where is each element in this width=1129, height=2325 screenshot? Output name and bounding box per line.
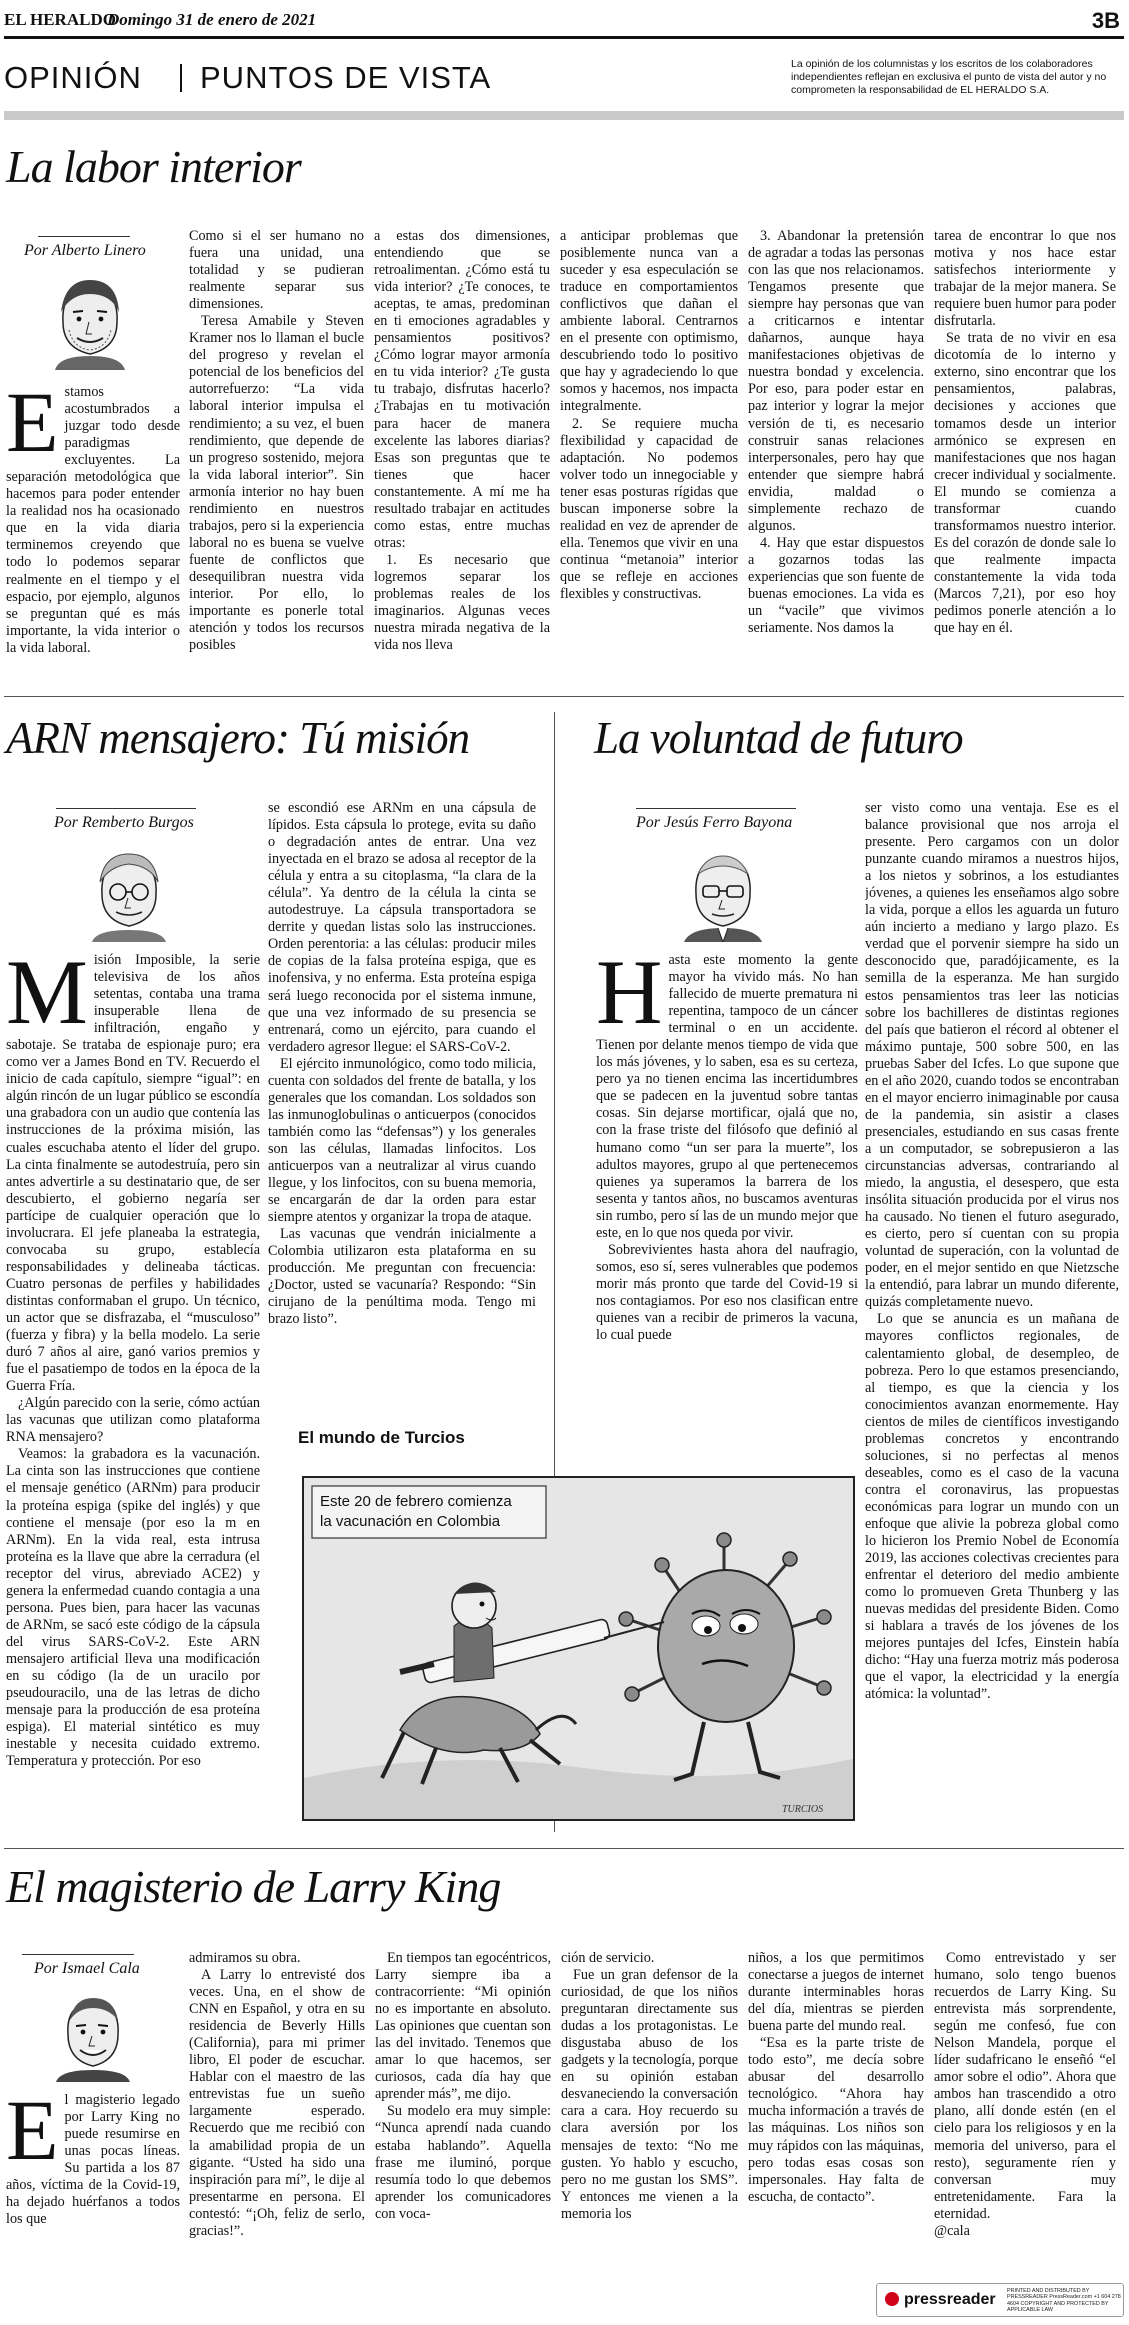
article-column xyxy=(6,952,260,1834)
article-separator xyxy=(4,696,1124,697)
paragraph: tarea de encontrar lo que nos motiva y nos hace estar satisfechos interiormente y trabajar de la mejor manera. Se requiere buen humor para poder disfrutarla. xyxy=(934,228,1116,330)
paragraph: 4. Hay que estar dispuestos a gozarnos todas las experiencias que son fuente de buenas emociones. La vida es un “vacile” que vivimos seriamente. Nos damos la xyxy=(748,534,924,637)
author-portrait-cala xyxy=(46,1990,140,2082)
masthead xyxy=(4,10,1124,34)
masthead-rule xyxy=(4,36,1124,39)
article-column xyxy=(6,384,180,684)
paragraph: Las vacunas que vendrán inicialmente a Colombia utilizaron esta plataforma en su producción. Me preguntan con frecuencia: ¿Doctor, usted se vacunaría? Respondo: “Sin cirujano de la penúltima moda. Tengo mi brazo listo”. xyxy=(268,1226,536,1328)
paragraph: Se trata de no vivir en esa dicotomía de lo interno y externo, sino encontrar que los pensamientos, palabras, decisiones y acciones que tomamos desde un interior armónico se expresen en manifestaciones que nos hagan crecer individual y socialmente. El mundo se comienza a transformar cuando transformamos nuestro interior. Es del corazón de donde sale lo que realmente impacta constantemente la vida toda (Marcos 7,21), por eso hoy pedimos ponerle atención a lo que hay en él. xyxy=(934,330,1116,637)
paragraph: asta este momento la gente mayor ha vivido más. No han fallecido de muerte prematura ni repentina, tampoco de un cáncer terminal o en un accidente. Tienen por delante menos tiempo de vida que los más jóvenes, y lo saben, esa es su certeza, pero ya no tienen encima las incertidumbres que se padecen en la juventud sobre tantas cosas. Sin dejarse mortificar, ojalá que no, con la frase triste del filósofo que definió al humano como “un ser para la muerte”, los adultos mayores, grupo al que pertenecemos quienes ya superamos la barrera de los sesenta y tantos años, no buscamos aventuras sin rumbo, pero sí las de un mundo mejor que este, en lo que nos queda por vivir. xyxy=(596,952,858,1241)
pressreader-icon xyxy=(885,2292,899,2306)
paragraph: se escondió ese ARNm en una cápsula de lípidos. Esta cápsula lo protege, evita su daño o degradación antes de entrar. Una vez inyectada en el brazo se adosa al receptor de la célula y entra a su citoplasma, “la clara de la célula”. Ya dentro de la célula la cinta se autodestruye. La cápsula transportadora se derrite y quedan listas solo las instrucciones. Orden perentoria: a las células: producir miles de copias de la falsa proteína espiga, que es inofensiva, y no enferma. Esta proteína espiga será luego reconocida por el sistema inmune, que una vez informado de su presencia se entrenará, como un ejército, para cuando el verdadero agresor llegue: el SARS-CoV-2. xyxy=(268,800,536,1055)
paragraph: 2. Se requiere mucha flexibilidad y capacidad de adaptación. No podemos volver todo un innegociable y tener esas posturas rígidas que buscan imponerse sobre la realidad en vez de aprender de ella. Tenemos que vivir en una continua “metanoia” interior que se refleje en acciones flexibles y constructivas. xyxy=(560,415,738,602)
section-header xyxy=(4,58,1124,98)
section-puntos-de-vista: PUNTOS DE VISTA xyxy=(200,60,492,95)
author-handle: @cala xyxy=(934,2222,970,2239)
paragraph: Lo que se anuncia es un mañana de mayores conflictos regionales, de calentamiento global, de desempleo, de pobreza. Pero lo que estamos presenciando, al tiempo, es que la ciencia y los conocimientos avanzan enormemente. Hay cientos de miles de científicos investigando problemas concretos y encontrando soluciones, si no perfectas al menos deseables, como es el caso de la vacuna contra el coronavirus, las propuestas económicas para lograr un mundo con un enfoque que alivie la pobreza global como lo hicieron los Premio Nobel de Economía 2019, las acciones colectivas crecientes para enfrentar el deterioro del medio ambiente como lo promueven Greta Thunberg y las nuevas medidas del presidente Biden. Como si hablara a través de los jóvenes de los mejores puntajes del Icfes, Einstein había dicho: “Hay una fuerza motriz más poderosa que el vapor, la electricidad y la energía atómica: la voluntad”. xyxy=(865,1311,1119,1703)
byline-rule xyxy=(636,808,796,809)
author-portrait-burgos xyxy=(82,846,176,942)
headline-voluntad-futuro: La voluntad de futuro xyxy=(594,713,963,763)
paragraph: Como si el ser humano no fuera una unidad, una totalidad y se pudieran realmente separar sus dimensiones. xyxy=(189,228,364,313)
paragraph: Fue un gran defensor de la curiosidad, de que los niños preguntaran directamente sus dudas a los protagonistas. Le disgustaba abuso de los gadgets y la tecnología, porque en su opinión estaban desvaneciendo la conversación cara a cara. Hoy recuerdo su clara aversión por los mensajes de texto: “No me gusten. Yo hablo y escucho, pero no me gustan los SMS”. Y entonces me vienen a la memoria los xyxy=(561,1967,738,2222)
section-band xyxy=(4,111,1124,120)
author-portrait-ferro xyxy=(676,846,770,942)
article-column xyxy=(560,228,738,684)
pressreader-badge xyxy=(876,2283,1124,2317)
drop-cap: M xyxy=(6,952,88,1043)
paragraph: 3. Abandonar la pretensión de agradar a todas las personas con las que nos relacionamos. Tengamos presente que siempre hay personas que van a criticarnos e intentar dañarnos, aunque haya manifestaciones objetivas de nuestra bondad y excelencia. Por eso, para poder estar en paz interior y lograr la mejor versión de ti, es necesario construir sanas relaciones interpersonales, pero hay que entender que siempre habrá envidia, maldad o simplemente rechazo de algunos. xyxy=(748,228,924,534)
section-opinion: OPINIÓN xyxy=(4,60,142,95)
cartoon-illustration xyxy=(304,1478,855,1821)
article-column xyxy=(934,1950,1116,2276)
drop-cap: E xyxy=(6,2092,59,2178)
author-portrait-linero xyxy=(45,272,135,370)
cartoon-title: El mundo de Turcios xyxy=(298,1428,465,1447)
paragraph: “Esa es la parte triste de todo esto”, me decía sobre abusar del desarrollo tecnológico. “Ahora hay mucha información a través de las máquinas. Los niños son muy rápidos con las máquinas, pero todas esas cosas son impersonales. Hay falta de escucha, de contacto”. xyxy=(748,2035,924,2205)
cartoon-caption-line1: Este 20 de febrero comienza xyxy=(320,1493,512,1510)
article-column xyxy=(6,2092,180,2288)
pressreader-copyright: PRINTED AND DISTRIBUTED BY PRESSREADER PressReader.com +1 604 278 4604 COPYRIGHT AND PROTECTED BY APPLICABLE LAW xyxy=(1007,2288,1121,2314)
byline-cala: Por Ismael Cala xyxy=(34,1960,140,1977)
article-column xyxy=(748,1950,924,2276)
byline-burgos: Por Remberto Burgos xyxy=(54,814,194,831)
paragraph: 1. Es necesario que logremos separar los problemas reales de los imaginarios. Algunas veces nuestra mirada negativa de la vida nos lleva xyxy=(374,551,550,654)
paragraph: ¿Algún parecido con la serie, cómo actúan las vacunas que utilizan como plataforma RNA mensajero? xyxy=(6,1395,260,1446)
article-column xyxy=(189,228,364,684)
article-column xyxy=(596,952,858,1408)
headline-arn-mensajero: ARN mensajero: Tú misión xyxy=(6,713,470,763)
paragraph: ser visto como una ventaja. Ese es el balance provisional que nos arroja el presente. Pero cargamos con un dolor punzante cuando miramos a nuestros hijos, a los nietos y sobrinos, a los estudiantes jóvenes, a quienes les enseñamos algo sobre la vida, porque a ellos les aguarda un futuro aún incierto a mediano y largo plazo. Es verdad que el porvenir siempre ha sido un desconocido que, paradójicamente, es la semilla de la esperanza. Me han surgido estos pensamientos tras leer las noticias sobre los bachilleres de distintas regiones del país que batieron el récord al obtener el máximo puntaje, 500 sobre 500, en las pruebas Saber del Icfes. Lo que supone que en el año 2020, cuando todos se encontraban en el mayor encierro inimaginable por causa de la pandemia, sin asistir a clases presenciales, estudiando en sus casas frente a un computador, se sobrepusieron a las circunstancias adversas, contrariando al miedo, la angustia, el desespero, que esta insólita situación producida por el virus nos ha causado. No tienen el futuro asegurado, es cierto, pero sí cuentan con su propia voluntad de superación, con la voluntad de poder, en el mejor sentido en que Nietzsche la entendió, para labrar un mundo diferente, quizás completamente nuevo. xyxy=(865,800,1119,1311)
page-number: 3B xyxy=(1091,8,1120,33)
paragraph: stamos acostumbrados a juzgar todo desde paradigmas excluyentes. La separación metodológica que hacemos para poder entender la realidad nos ha ocasionado que en la vida diaria terminemos creyendo que todo lo podemos separar realmente en el tiempo y el espacio, por ejemplo, algunos se preguntan qué es más importante, la vida interior o la vida laboral. xyxy=(6,384,180,656)
article-column xyxy=(748,228,924,684)
article-column xyxy=(934,228,1116,684)
byline-ferro: Por Jesús Ferro Bayona xyxy=(636,814,793,831)
paragraph: isión Imposible, la serie televisiva de los años setentas, contaba una trama insuperable llena de infiltración, engaño y sabotaje. Se trataba de espionaje puro; era como ver a James Bond en TV. Recuerdo el inicio de cada capítulo, siempre “igual”: en algún rincón de un lugar público se escondía una grabadora con un audio que contenía las instrucciones de la próxima misión, las cuales escuchaba atento el líder del grupo. La cinta finalmente se autodestruía, pero sin antes advertirle a su destinatario que, de ser descubierto, el gobierno negaría ser partícipe de cualquier operación que lo involucrara. El jefe planeaba la estrategia, convocaba su grupo, establecía responsabilidades y delineaba tácticas. Cuatro personas de perfiles y habilidades distintas conformaban el grupo. Un técnico, un actor que se disfrazaba, el “musculoso” (fuerza y fibra) y la bella modelo. La serie duró 7 años al aire, ganó varios premios y fue el pasatiempo de todos en la época de la Guerra Fría. xyxy=(6,952,260,1395)
section-disclaimer: La opinión de los columnistas y los escritos de los colaboradores independientes reflejan en exclusiva el punto de vista del autor y no comprometen la responsabilidad de EL HERALDO S.A. xyxy=(791,58,1107,96)
paragraph: l magisterio legado por Larry King no puede resumirse en unas pocas líneas. Su partida a los 87 años, víctima de la Covid-19, ha dejado huérfanos a todos los que xyxy=(6,2092,180,2228)
article-column xyxy=(375,1950,551,2286)
section-divider xyxy=(180,64,182,92)
pressreader-name: pressreader xyxy=(904,2291,996,2308)
paragraph: Sobrevivientes hasta ahora del naufragio, somos, eso sí, seres vulnerables que podemos morir más pronto que tarde del Covid-19 si nos contagiamos. Por eso nos clasifican entre quienes van a recibir de primeros la vacuna, lo cual puede xyxy=(596,1241,858,1344)
paragraph: admiramos su obra. xyxy=(189,1950,301,1966)
article-column xyxy=(189,1950,365,2286)
article-separator xyxy=(4,1848,1124,1849)
paragraph: A Larry lo entrevisté dos veces. Una, en el show de CNN en Español, y otra en su residencia de Beverly Hills (California), para mi primer libro, El poder de escuchar. Hablar con el maestro de las entrevistas fue un sueño largamente esperado. Recuerdo que me recibió con la amabilidad propia de un gigante. “Usted ha sido una inspiración para mí”, le dije al presentarme en persona. El contestó: “¡Oh, feliz de serlo, gracias!”. xyxy=(189,1967,365,2239)
cartoon-signature: TURCIOS xyxy=(782,1804,824,1815)
article-column xyxy=(561,1950,738,2286)
paragraph: En tiempos tan egocéntricos, Larry siempre iba a contracorriente: “Mi opinión no es importante en absoluto. Las opiniones que cuentan son las del invitado. Tenemos que amar lo que hacemos, ser curiosos, cada día hay que aprender más”, me dijo. xyxy=(375,1950,551,2103)
headline-larry-king: El magisterio de Larry King xyxy=(6,1861,501,1912)
drop-cap: E xyxy=(6,384,59,470)
article-column xyxy=(268,800,536,1412)
paragraph: Veamos: la grabadora es la vacunación. La cinta son las instrucciones que contiene el mensaje genético (ARNm) para producir la proteína espiga (spike del inglés) y que contiene el mensaje (por eso la m en ARNm). En la vida real, esta intrusa proteína es la llave que abre la cerradura (el receptor del virus, abreviado ACE2) y genera la enfermedad cuando contagia a una persona. Pues bien, para hacer las vacunas de ARNm, se sacó este código de la cápsula del virus SARS-CoV-2. Este ARN mensajero artificial lleva una modificación en su código (la de un uracilo por pseudouracilo, una de las letras de dicho mensaje para la producción de esa proteína espiga). El material sintético es muy inestable y necesita cuidado extremo. Temperatura y protección. Por eso xyxy=(6,1446,260,1770)
paragraph: ción de servicio. xyxy=(561,1950,655,1966)
byline-linero: Por Alberto Linero xyxy=(24,242,146,259)
paragraph: a estas dos dimensiones, entendiendo que se retroalimentan. ¿Cómo está tu vida interior? ¿Te conoces, te aceptas, te amas, predominan en ti emociones agradables y pensamientos positivos? ¿Cómo lograr mayor armonía en tu vida interior? ¿Te gusta tu trabajo, disfrutas hacerlo? ¿Trabajas en tu motivación para hacer de manera excelente las labores diarias? Esas son preguntas que te tienes que hacer constantemente. A mí me ha resultado trabajar en actitudes como estas, entre muchas otras: xyxy=(374,228,550,551)
cartoon-caption-line2: la vacunación en Colombia xyxy=(320,1513,501,1530)
issue-date: Domingo 31 de enero de 2021 xyxy=(107,10,317,29)
paragraph: Su modelo era muy simple: “Nunca aprendí nada cuando estaba hablando”. Aquella frase me iluminó, porque resumía todo lo que debemos aprender los comunicadores con voca- xyxy=(375,2103,551,2222)
editorial-cartoon xyxy=(302,1476,855,1821)
paragraph: El ejército inmunológico, como todo milicia, cuenta con soldados del frente de batalla, y los generales que los comandan. Los soldados son las inmunoglobulinas o anticuerpos (conocidos también como las “defensas”) y los generales son las células, llamadas linfocitos. Los anticuerpos van a neutralizar al virus cuando llegue, y los linfocitos, con su buena memoria, se encargarán de dar la orden para estar siempre atentos y organizar la tropa de ataque. xyxy=(268,1055,536,1226)
article-column xyxy=(865,800,1119,1834)
byline-rule xyxy=(22,1954,134,1955)
pressreader-logo xyxy=(885,2291,996,2309)
article-column xyxy=(374,228,550,684)
byline-rule xyxy=(38,236,130,237)
byline-rule xyxy=(56,808,196,809)
paragraph: niños, a los que permitimos conectarse a juegos de internet durante interminables horas del día, mientras se pierden buena parte del mundo real. xyxy=(748,1950,924,2035)
paper-name: EL HERALDO xyxy=(4,10,116,29)
paragraph: a anticipar problemas que posiblemente nunca van a suceder y esa especulación se traduce en comportamientos conflictivos que dañan el ambiente laboral. Centrarnos en el presente con optimismo, descubriendo todo lo positivo que hay y agradeciendo lo que somos y hacemos, nos impacta integralmente. xyxy=(560,228,738,415)
drop-cap: H xyxy=(596,952,663,1043)
paragraph: Teresa Amabile y Steven Kramer nos lo llaman el bucle del progreso y revelan el potencial de los beneficios del autorrefuerzo: “La vida laboral interior impulsa el rendimiento; a su vez, el buen rendimiento, que depende de un progreso sostenido, mejora la vida laboral interior”. Sin armonía interior no hay buen rendimiento en nuestros trabajos, pero si la experiencia laboral no es buena se vuelve fuente de conflictos que desequilibran nuestra vida interior. Por ello, lo importante es ponerle total atención y todos los recursos posibles xyxy=(189,313,364,654)
headline-labor-interior: La labor interior xyxy=(6,141,301,192)
paragraph: Como entrevistado y ser humano, solo tengo buenos recuerdos de Larry King. Su entrevista más sorprendente, según me confesó, fue con Nelson Mandela, porque el líder sudafricano le enseñó “el amor sobre el odio”. Ahora que ambos han trascendido a otro plano, allí donde estén (en el cielo para los religiosos y en la memoria del universo, para el resto), seguramente ríen y conversan muy entretenidamente. Fara la eternidad. xyxy=(934,1950,1116,2222)
